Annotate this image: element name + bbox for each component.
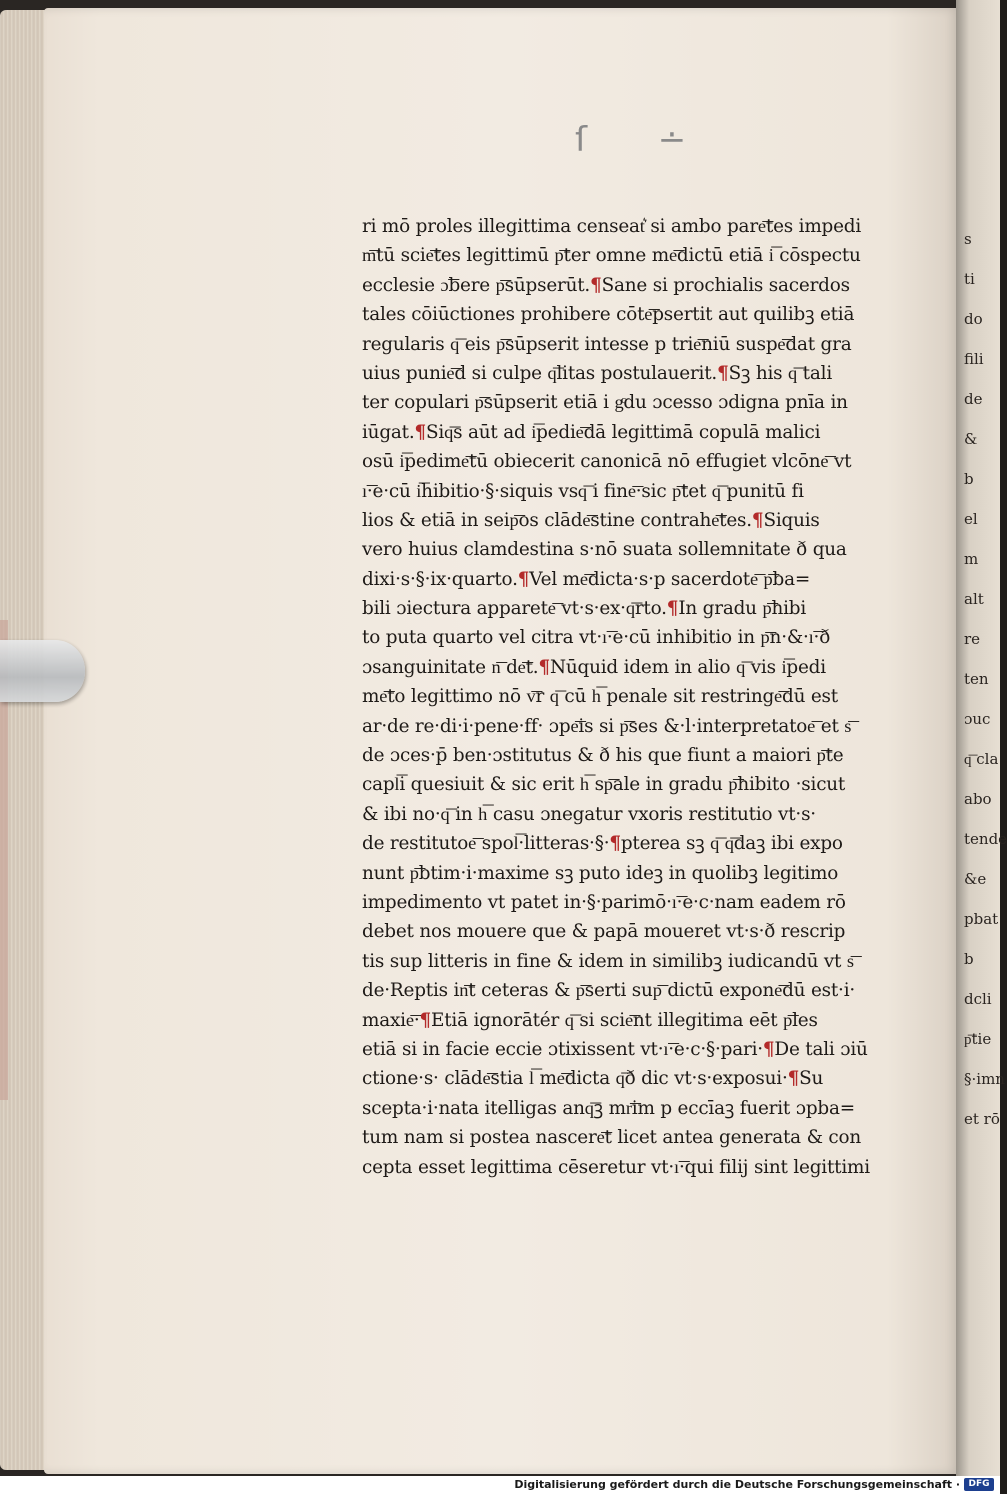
- text-line: [362, 271, 936, 300]
- text-line: [362, 300, 936, 329]
- facing-page-fragment: tende: [964, 830, 1007, 848]
- facing-page: [956, 0, 1007, 1476]
- text-line: [362, 565, 936, 594]
- line-text: impedimento vt patet in·§·parimō·ı͞·e·c·nam eadem rō: [362, 891, 846, 913]
- footer-bar: [0, 1476, 1000, 1494]
- pencil-mark: ſ ∸: [575, 120, 717, 160]
- facing-page-fragment: do: [964, 310, 983, 328]
- text-line: [362, 917, 936, 946]
- line-text: tales cōiūctiones prohibere cōte͞psertit aut quilibꝫ etiā: [362, 304, 855, 326]
- line-text: ctione·s· clāde͞stia l͞ me͞dicta q͞ð dic vt·s·exposui·: [362, 1068, 788, 1090]
- facing-page-fragment: el: [964, 510, 978, 528]
- facing-page-fragment: de: [964, 390, 983, 408]
- rubric-mark: ¶: [414, 421, 427, 443]
- line-text: ar·de re·di·i·pene·ff· ɔpe͞is si p͞ses &·l·interpretatoe͞ et s͞: [362, 715, 852, 737]
- facing-page-fragment: q͞ cla: [964, 750, 999, 768]
- facing-page-fragment: dcli: [964, 990, 992, 1008]
- rubric-text: Su: [799, 1068, 824, 1090]
- text-line: [362, 947, 936, 976]
- text-line: [362, 388, 936, 417]
- facing-page-fragment: pbat: [964, 910, 999, 928]
- rubric-mark: ¶: [717, 362, 729, 384]
- line-text: de restitutoe͞ spol͞·litteras·§·: [362, 833, 610, 855]
- line-text: me͞to legittimo nō v͞r q͞ cū h͞ penale sit restringe͞dū est: [362, 686, 838, 708]
- text-line: [362, 418, 936, 447]
- text-line: [362, 1094, 936, 1123]
- line-text: & ibi no·q͞ in h͞ casu ɔnegatur vxoris restitutio vt·s·: [362, 803, 816, 825]
- rubric-text: In gradu p͞hibi: [678, 598, 807, 620]
- rubric-text: pterea sꝫ q͞ q͞daꝫ ibi expo: [620, 833, 843, 855]
- line-text: ɔsanguinitate n͞ de͞t.: [362, 656, 539, 678]
- line-text: etiā si in facie eccie ɔtixissent vt·ı͞·e·c·§·pari·: [362, 1038, 763, 1060]
- rubric-mark: ¶: [538, 656, 550, 678]
- line-text: uius punie͞d si culpe q͞litas postulauerit.: [362, 362, 718, 384]
- facing-page-fragment: p͞tie: [964, 1030, 992, 1048]
- text-line: [362, 712, 936, 741]
- text-line: [362, 1035, 936, 1064]
- line-text: scepta·i·nata itelligas anq͞ꝫ mr͞im p eccīaꝫ fuerit ɔpba=: [362, 1097, 855, 1119]
- rubric-mark: ¶: [609, 833, 621, 855]
- rubric-text: Sane si prochialis sacerdos: [601, 274, 850, 296]
- text-line: [362, 330, 936, 359]
- text-line: [362, 653, 936, 682]
- text-line: [362, 359, 936, 388]
- line-text: tum nam si postea nascere͞t licet antea generata & con: [362, 1127, 862, 1149]
- facing-page-fragment: &e: [964, 870, 987, 888]
- line-text: lios & etiā in seip͞os clāde͞stine contrahe͞tes.: [362, 509, 752, 531]
- rubric-text: Vel me͞dicta·s·p sacerdote͞ p͞ba=: [529, 568, 811, 590]
- text-line: [362, 741, 936, 770]
- page-clip: [0, 640, 85, 702]
- facing-page-fragment: ti: [964, 270, 975, 288]
- line-text: iūgat.: [362, 421, 415, 443]
- text-line: [362, 888, 936, 917]
- rubric-text: Siquis: [763, 509, 820, 531]
- text-line: [362, 506, 936, 535]
- footer-text: Digitalisierung gefördert durch die Deutsche Forschungsgemeinschaft ·: [514, 1478, 960, 1491]
- rubric-text: Siq͞s aūt ad i͞pedie͞dā legittimā copulā malici: [426, 421, 821, 443]
- facing-page-fragment: &: [964, 430, 978, 448]
- facing-page-fragment: abo: [964, 790, 992, 808]
- line-text: debet nos mouere que & papā moueret vt·s·ð rescrip: [362, 921, 846, 943]
- rubric-mark: ¶: [666, 598, 679, 620]
- text-line: [362, 1123, 936, 1152]
- line-text: ı͞·e·cū i͞hibitio·§·siquis vsq͞ i fine͞·sic p͞tet q͞ punitū fi: [362, 480, 804, 502]
- line-text: de ɔces·p̄ ben·ɔstitutus & ð his que fiunt a maiori p͞te: [362, 745, 844, 767]
- text-line: [362, 623, 936, 652]
- text-line: [362, 859, 936, 888]
- rubric-text: Etiā ignorātér q͞ si scie͞nt illegitima eēt p͞les: [430, 1009, 818, 1031]
- line-text: ecclesie ɔ͞bere p͞sūpserūt.: [362, 274, 591, 296]
- line-text: de·Reptis in͞t ceteras & p͞serti sup͞ dictū expone͞dū est·i·: [362, 980, 856, 1002]
- line-text: capl͞i quesiuit & sic erit h͞ sp͞ale in gradu p͞hibito ·sicut: [362, 774, 846, 796]
- dfg-logo: DFG: [964, 1478, 994, 1491]
- line-text: tis sup litteris in fine & idem in similibꝫ iudicandū vt s͞: [362, 950, 854, 972]
- facing-page-fragment: s: [964, 230, 972, 248]
- text-line: [362, 241, 936, 270]
- text-line: [362, 1153, 936, 1182]
- facing-page-fragment: fili: [964, 350, 984, 368]
- facing-page-fragment: ɔuc: [964, 710, 991, 728]
- line-text: to puta quarto vel citra vt·ı͞·e·cū inhibitio in p͞n·&·ı͞·ð: [362, 627, 831, 649]
- text-line: [362, 1064, 936, 1093]
- rubric-text: De tali ɔiū: [774, 1038, 868, 1060]
- text-line: [362, 447, 936, 476]
- line-text: ter copulari p͞sūpserit etiā i gͨdu ɔcesso ɔdigna pnīa in: [362, 392, 848, 414]
- line-text: dixi·s·§·ix·quarto.: [362, 568, 518, 590]
- text-line: [362, 1006, 936, 1035]
- rubric-mark: ¶: [787, 1068, 800, 1090]
- facing-page-fragment: b: [964, 470, 974, 488]
- facing-page-fragment: m: [964, 550, 979, 568]
- facing-page-fragment: re: [964, 630, 981, 648]
- rubric-mark: ¶: [762, 1038, 775, 1060]
- facing-page-fragment: et rō: [964, 1110, 1000, 1128]
- rubric-mark: ¶: [751, 509, 764, 531]
- line-text: cepta esset legittima cēseretur vt·ı͞·qui filij sint legittimi: [362, 1156, 870, 1178]
- text-line: [362, 682, 936, 711]
- line-text: vero huius clamdestina s·nō suata sollemnitate ð qua: [362, 539, 847, 561]
- text-line: [362, 976, 936, 1005]
- line-text: ri mō proles illegittima censeat͛ si ambo pare͞tes impedi: [362, 216, 862, 237]
- rubric-mark: ¶: [590, 274, 602, 296]
- line-text: osū i͞pedime͞tū obiecerit canonicā nō effugiet vlcōne͞ vt: [362, 451, 852, 473]
- text-line: [362, 594, 936, 623]
- facing-page-fragment: alt: [964, 590, 984, 608]
- facing-page-fragment: §·imn: [964, 1070, 1005, 1088]
- facing-page-fragment: b: [964, 950, 974, 968]
- facing-page-fragment: ten: [964, 670, 989, 688]
- line-text: m͞tū scie͞tes legittimū p͞ter omne me͞dictū etiā i͞ cōspectu: [362, 245, 861, 267]
- text-line: [362, 477, 936, 506]
- text-column: [362, 212, 936, 1182]
- line-text: nunt p͞btim·i·maxime sꝫ puto ideꝫ in quolibꝫ legitimo: [362, 862, 839, 884]
- line-text: maxie͞·: [362, 1009, 420, 1031]
- text-line: [362, 800, 936, 829]
- text-line: [362, 535, 936, 564]
- rubric-mark: ¶: [419, 1009, 431, 1031]
- text-line: [362, 212, 936, 241]
- text-line: [362, 770, 936, 799]
- line-text: regularis q͞ eis p͞sūpserit intesse p trie͞niū suspe͞dat gra: [362, 333, 852, 355]
- rubric-text: Nūquid idem in alio q͞ vis i͞pedi: [549, 656, 826, 678]
- rubric-text: Sꝫ his q͞ tali: [728, 362, 833, 384]
- text-line: [362, 829, 936, 858]
- line-text: bili ɔiectura apparete͞ vt·s·ex·q͞rto.: [362, 598, 667, 620]
- rubric-mark: ¶: [517, 568, 530, 590]
